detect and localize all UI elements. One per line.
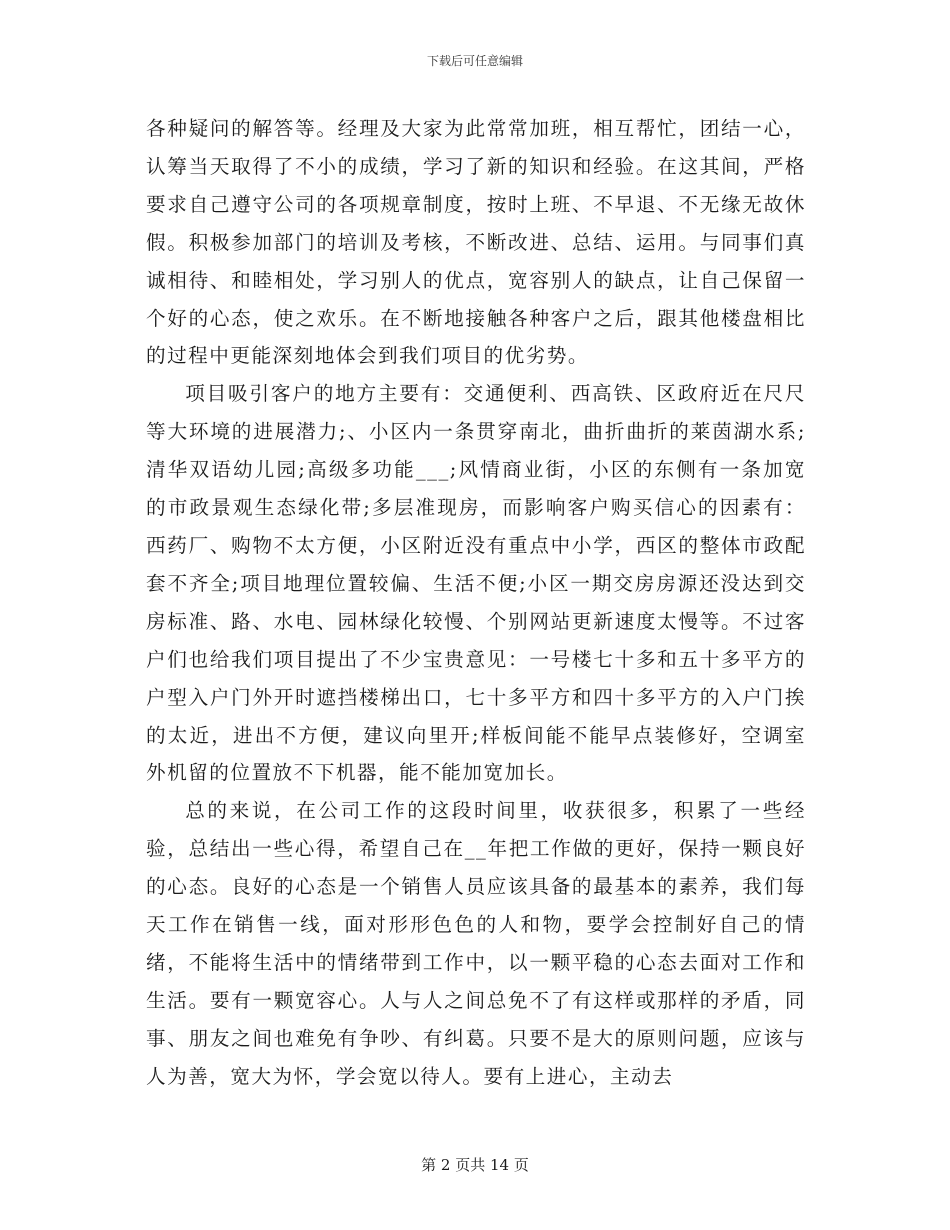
body-paragraph-3: 总的来说，在公司工作的这段时间里，收获很多，积累了一些经验，总结出一些心得，希望自己在__年把工作做的更好，保持一颗良好的心态。良好的心态是一个销售人员应该具备的最基本的素养，我们每天工作在销售一线，面对形形色色的人和物，要学会控制好自己的情绪，不能将生活中的情绪带到工作中，以一颗平稳的心态去面对工作和生活。要有一颗宽容心。人与人之间总免不了有这样或那样的矛盾，同事、朋友之间也难免有争吵、有纠葛。只要不是大的原则问题，应该与人为善，宽大为怀，学会宽以待人。要有上进心，主动去 xyxy=(146,799,806,1088)
body-paragraph-1: 各种疑问的解答等。经理及大家为此常常加班，相互帮忙，团结一心，认筹当天取得了不小的成绩，学习了新的知识和经验。在这其间，严格要求自己遵守公司的各项规章制度，按时上班、不早退、不无缘无故休假。积极参加部门的培训及考核，不断改进、总结、运用。与同事们真诚相待、和睦相处，学习别人的优点，宽容别人的缺点，让自己保留一个好的心态，使之欢乐。在不断地接触各种客户之后，跟其他楼盘相比的过程中更能深刻地体会到我们项目的优劣势。 xyxy=(146,117,806,368)
body-paragraph-2: 项目吸引客户的地方主要有：交通便利、西高铁、区政府近在尺尺等大环境的进展潜力;、小区内一条贯穿南北，曲折曲折的莱茵湖水系;清华双语幼儿园;高级多功能___;风情商业街，小区的东侧有一条加宽的市政景观生态绿化带;多层准现房，而影响客户购买信心的因素有：西药厂、购物不太方便，小区附近没有重点中小学，西区的整体市政配套不齐全;项目地理位置较偏、生活不便;小区一期交房房源还没达到交房标准、路、水电、园林绿化较慢、个别网站更新速度太慢等。不过客户们也给我们项目提出了不少宝贵意见：一号楼七十多和五十多平方的户型入户门外开时遮挡楼梯出口，七十多平方和四十多平方的入户门挨的太近，进出不方便，建议向里开;样板间能不能早点装修好，空调室外机留的位置放不下机器，能不能加宽加长。 xyxy=(146,382,806,785)
page-header-note: 下载后可任意编辑 xyxy=(426,54,523,68)
page-number: 第 2 页共 14 页 xyxy=(421,1156,529,1174)
document-body xyxy=(146,110,806,1096)
